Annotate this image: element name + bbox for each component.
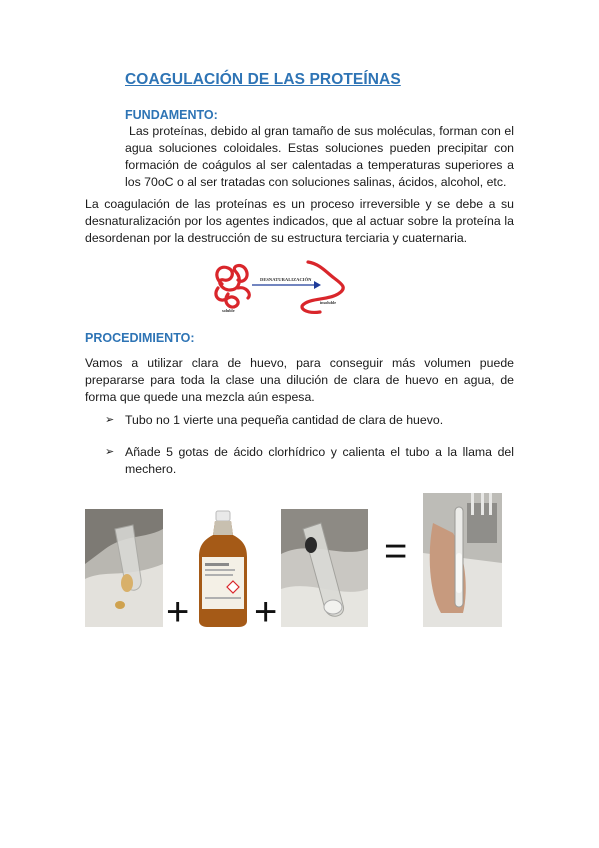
denaturation-diagram	[208, 258, 355, 318]
arrow-bullet-icon: ➢	[105, 414, 115, 426]
plus-sign: +	[254, 590, 278, 634]
photo-egg-white-tube	[85, 509, 163, 627]
fundamento-text: Las proteínas, debido al gran tamaño de sus moléculas, forman con el agua soluciones coloidales. Estas soluciones pueden precipitar con formación de coágulos al ser calentadas a temperaturas superiores a los 70oC o al ser tratadas con soluciones salinas, ácidos, alcohol, etc.	[125, 124, 514, 189]
equals-sign: =	[384, 529, 408, 573]
step-text: Tubo no 1 vierte una pequeña cantidad de clara de huevo.	[125, 413, 444, 427]
photo-acid-bottle	[195, 509, 251, 627]
photo-heated-tube	[281, 509, 368, 627]
denaturation-svg	[208, 258, 355, 318]
right-label: insoluble	[320, 300, 337, 305]
step-text: Añade 5 gotas de ácido clorhídrico y calienta el tubo a la llama del mechero.	[125, 445, 514, 476]
left-label: soluble	[222, 308, 235, 313]
step-item	[105, 444, 514, 478]
folded-protein-icon	[216, 266, 249, 308]
procedimiento-heading: PROCEDIMIENTO:	[85, 331, 195, 345]
arrow-head-icon	[314, 281, 321, 289]
arrow-bullet-icon: ➢	[105, 446, 115, 458]
procedimiento-text: Vamos a utilizar clara de huevo, para conseguir más volumen puede prepararse para toda la clase una dilución de clara de huevo en agua, de forma que quede una mezcla aún espesa.	[85, 356, 514, 404]
step-item	[105, 412, 514, 429]
fundamento-heading: FUNDAMENTO:	[125, 108, 218, 122]
plus-sign: +	[166, 590, 190, 634]
photo-coagulated-result	[423, 493, 502, 627]
arrow-label: DESNATURALIZACIÓN	[260, 277, 312, 282]
page-title: COAGULACIÓN DE LAS PROTEÍNAS	[125, 71, 401, 88]
intro-paragraph: La coagulación de las proteínas es un proceso irreversible y se debe a su desnaturalización por los agentes indicados, que al actuar sobre la proteína la desordenan por la destrucción de su estructura terciaria y cuaternaria.	[85, 197, 514, 245]
